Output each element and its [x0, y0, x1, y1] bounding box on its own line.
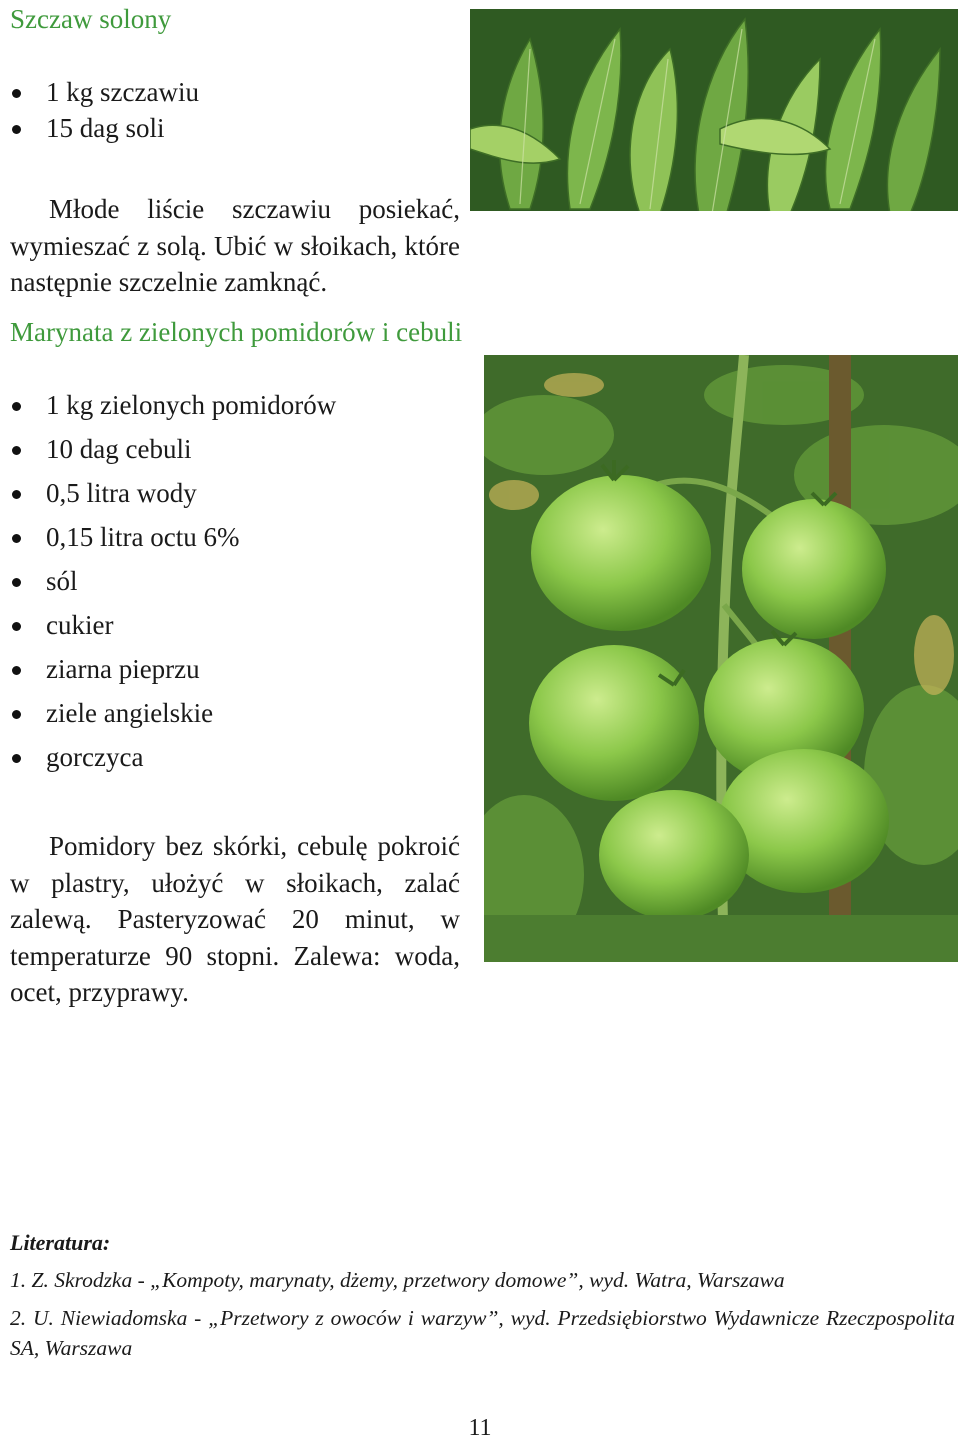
list-item: 1 kg szczawiu	[8, 74, 199, 110]
list-item: 10 dag cebuli	[8, 427, 336, 471]
bullet-icon	[12, 710, 21, 719]
bullet-icon	[12, 446, 21, 455]
literature-item-2: 2. U. Niewiadomska - „Przetwory z owoców i warzyw”, wyd. Przedsiębiorstwo Wydawnicze Rzeczpospolita SA, Warszawa	[10, 1306, 955, 1360]
recipe2-title: Marynata z zielonych pomidorów i cebuli	[10, 317, 463, 347]
bullet-icon	[12, 125, 21, 134]
green-tomatoes-photo	[484, 355, 958, 962]
list-item: ziele angielskie	[8, 691, 336, 735]
literature-heading: Literatura:	[10, 1230, 111, 1255]
bullet-icon	[12, 578, 21, 587]
list-item: gorczyca	[8, 735, 336, 779]
bullet-icon	[12, 402, 21, 411]
bullet-icon	[12, 490, 21, 499]
page-number: 11	[468, 1415, 492, 1441]
bullet-icon	[12, 754, 21, 763]
list-item: 0,15 litra octu 6%	[8, 515, 336, 559]
list-item: sól	[8, 559, 336, 603]
list-item: 15 dag soli	[8, 110, 199, 146]
bullet-icon	[12, 666, 21, 675]
list-item: 1 kg zielonych pomidorów	[8, 383, 336, 427]
list-item: ziarna pieprzu	[8, 647, 336, 691]
recipe1-instructions: Młode liście szczawiu posiekać, wymieszać z solą. Ubić w słoikach, które następnie szczelnie zamknąć.	[10, 194, 460, 297]
literature-item-1: 1. Z. Skrodzka - „Kompoty, marynaty, dżemy, przetwory domowe”, wyd. Watra, Warszawa	[10, 1268, 785, 1292]
recipe1-title: Szczaw solony	[10, 4, 172, 34]
recipe2-instructions: Pomidory bez skórki, cebulę pokroić w plastry, ułożyć w słoikach, zalać zalewą. Pasteryzować 20 minut, w temperaturze 90 stopni. Zalewa: woda, ocet, przyprawy.	[10, 831, 460, 1007]
bullet-icon	[12, 534, 21, 543]
list-item: 0,5 litra wody	[8, 471, 336, 515]
recipe1-ingredient-list	[8, 74, 199, 146]
list-item: cukier	[8, 603, 336, 647]
bullet-icon	[12, 622, 21, 631]
recipe2-ingredient-list	[8, 383, 336, 779]
bullet-icon	[12, 89, 21, 98]
sorrel-photo	[470, 9, 958, 211]
